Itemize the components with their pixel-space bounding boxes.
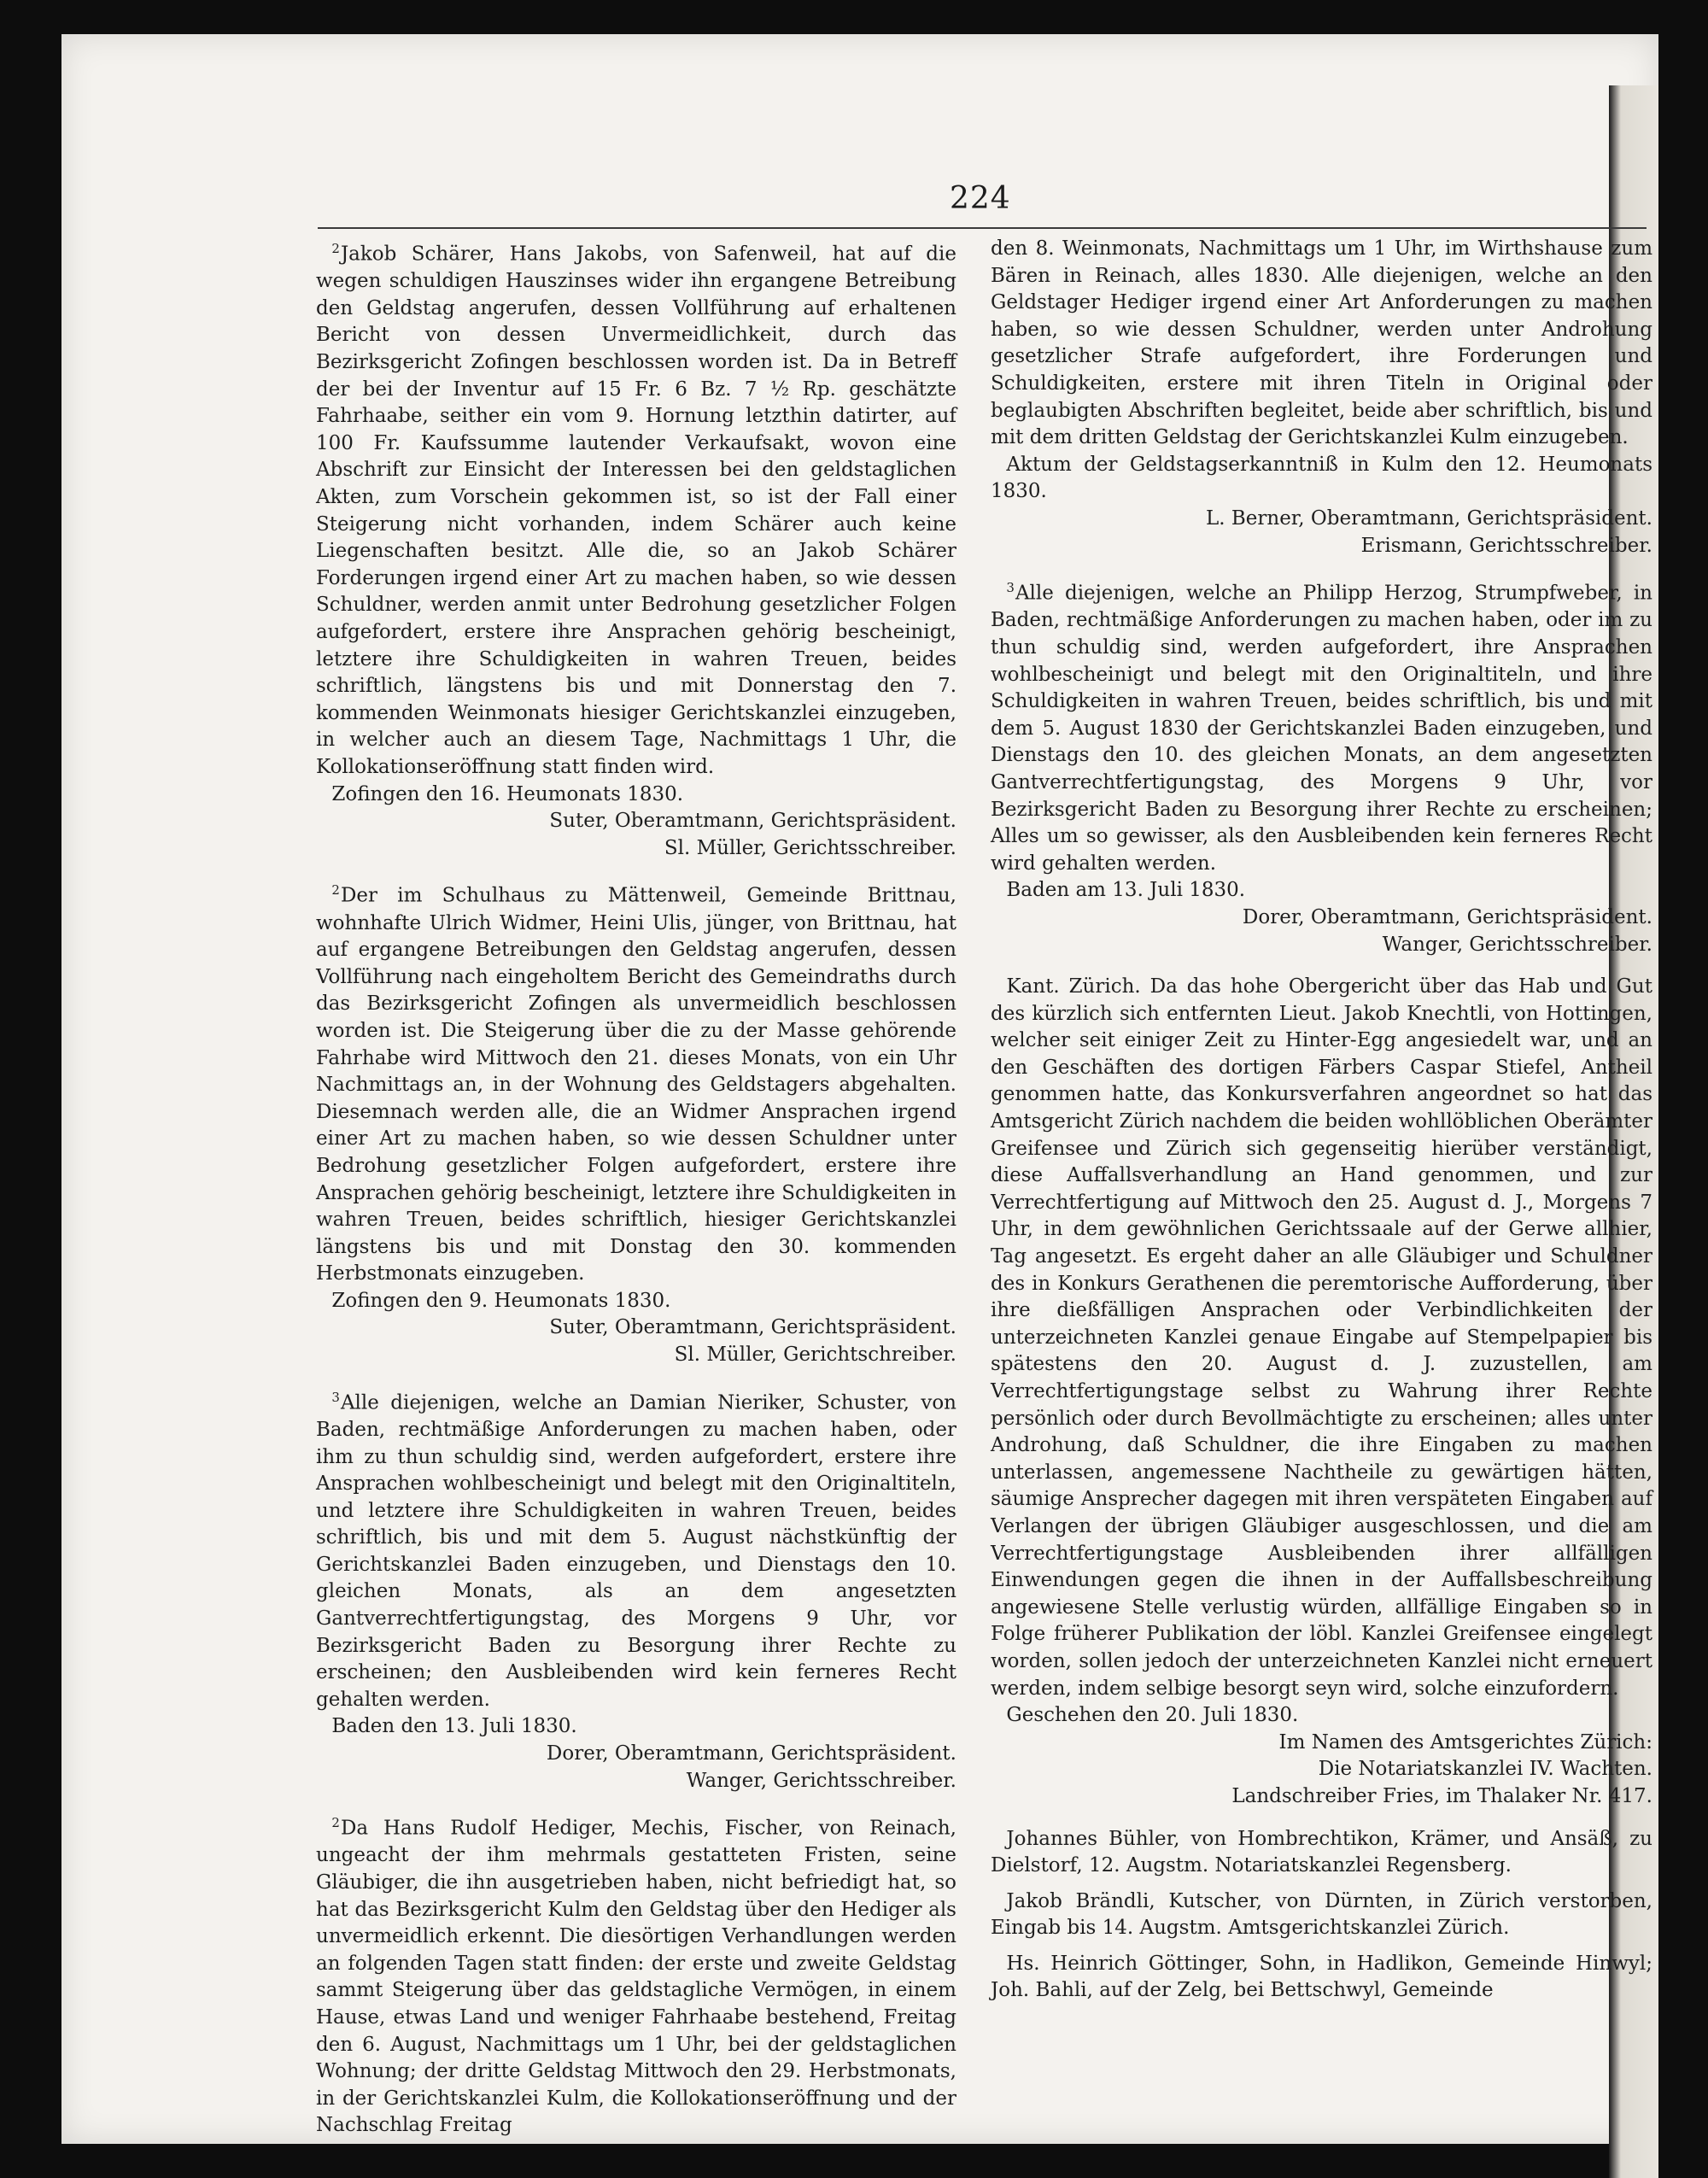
notice-marker: 2 (331, 1815, 340, 1831)
notice-location-date: Geschehen den 20. Juli 1830. (1006, 1704, 1299, 1727)
notice-knechtli-zurich (991, 974, 1652, 1810)
notice-marker: 3 (1006, 580, 1015, 596)
signature-president: Dorer, Oberamtmann, Gerichtspräsident. (546, 1742, 956, 1765)
notice-widmer (316, 877, 956, 1368)
signature-clerk: Sl. Müller, Gerichtsschreiber. (664, 836, 956, 859)
notice-braendli: Jakob Brändli, Kutscher, von Dürnten, in Zürich verstorben, Eingab bis 14. Augstm. Amtsgerichtskanzlei Zürich. (991, 1889, 1652, 1940)
notice-body: den 8. Weinmonats, Nachmittags um 1 Uhr, im Wirthshause zum Bären in Reinach, alles 1830. Alle diejenigen, welche an den Geldstager Hediger irgend einer Art Anforderungen zu machen haben, so wie dessen Schuldner, werden unter Androhung gesetzlicher Strafe aufgefordert, ihre Forderungen und Schuldigkeiten, erstere mit ihren Titeln in Original oder beglaubigten Abschriften begleitet, beide aber schriftlich, bis und mit dem dritten Geldstag der Gerichtskanzlei Kulm einzugeben. (991, 237, 1652, 449)
notice-body: Kant. Zürich. Da das hohe Obergericht über das Hab und Gut des kürzlich sich entfernten Lieut. Jakob Knechtli, von Hottingen, welcher seit einiger Zeit zu Hinter-Egg angesiedelt war, und an den Geschäften des dortigen Färbers Caspar Stiefel, Antheil genommen hatte, das Konkursverfahren angeordnet so hat das Amtsgericht Zürich nachdem die beiden wohllöblichen Oberämter Greifensee und Zürich sich gegenseitig hierüber verständigt, diese Auffallsverhandlung an Hand genommen, und zur Verrechtfertigung auf Mittwoch den 25. August d. J., Morgens 7 Uhr, in dem gewöhnlichen Gerichtssaale auf der Gerwe allhier, Tag angesetzt. Es ergeht daher an alle Gläubiger und Schuldner des in Konkurs Gerathenen die peremtorische Aufforderung, über ihre dießfälligen Ansprachen oder Verbindlichkeiten der unterzeichneten Kanzlei genaue Eingabe auf Stempelpapier bis spätestens den 20. August d. J. zuzustellen, am Verrechtfertigungstage selbst zu Wahrung ihrer Rechte persönlich oder durch Bevollmächtigte zu erscheinen; alles unter Androhung, daß Schuldner, die ihre Eingaben zu machen unterlassen, angemessene Nachtheile zu gewärtigen hätten, säumige Ansprecher dagegen mit ihren verspäteten Eingaben auf Verlangen der übrigen Gläubiger ausgeschlossen, und die am Verrechtfertigungstage Ausbleibenden ihrer allfälligen Einwendungen gegen die ihnen in der Auffallsbeschreibung angewiesene Stelle verlustig würden, allfällige Eingaben so in Folge früherer Publikation der löbl. Kanzlei Greifensee eingelegt worden, sollen jedoch der unterzeichneten Kanzlei nicht erneuert werden, indem selbige besorgt seyn wird, solche einzufordern. (991, 975, 1652, 1700)
right-column (991, 236, 1652, 2013)
notice-location-date: Zofingen den 16. Heumonats 1830. (331, 782, 684, 805)
signature-president: Suter, Oberamtmann, Gerichtspräsident. (549, 1316, 956, 1339)
notice-location-date: Zofingen den 9. Heumonats 1830. (331, 1289, 671, 1312)
notice-marker: 2 (331, 882, 340, 899)
signature-clerk: Sl. Müller, Gerichtschreiber. (674, 1344, 956, 1367)
notice-body: $^2$Da Hans Rudolf Hediger, Mechis, Fischer, von Reinach, ungeacht der ihm mehrmals gestatteten Fristen, seine Gläubiger, die ihn ausgetrieben haben, nicht befriedigt hat, so hat das Bezirksgericht Kulm den Geldstag über den Hediger als unvermeidlich erkennt. Die diesörtigen Verhandlungen werden an folgenden Tagen statt finden: der erste und zweite Geldstag sammt Steigerung über das geldstagliche Vermögen, in einem Hause, etwas Land und weniger Fahrhaabe bestehend, Freitag den 6. August, Nachmittags um 1 Uhr, bei der geldstaglichen Wohnung; der dritte Geldstag Mittwoch den 29. Herbstmonats, in der Gerichtskanzlei Kulm, die Kollokationseröffnung und der Nachschlag Freitag (316, 1815, 956, 2137)
newspaper-page (61, 34, 1658, 2144)
signature-president: Dorer, Oberamtmann, Gerichtspräsident. (1242, 905, 1652, 928)
notice-nieriker (316, 1385, 956, 1795)
signature-chancery: Die Notariatskanzlei IV. Wachten. (1318, 1758, 1652, 1781)
notice-hediger (316, 1810, 956, 2140)
notice-marker: 2 (331, 241, 340, 256)
signature-clerk: Erismann, Gerichtsschreiber. (1360, 534, 1652, 557)
notice-schaerer (316, 236, 956, 862)
notice-buehler: Johannes Bühler, von Hombrechtikon, Krämer, und Ansäß, zu Dielstorf, 12. Augstm. Notariatskanzlei Regensberg. (991, 1827, 1652, 1877)
notice-body: $^2$Jakob Schärer, Hans Jakobs, von Safenweil, hat auf die wegen schuldigen Hauszinses wider ihn ergangene Betreibung den Geldstag angerufen, dessen Vollführung auf erhaltenen Bericht von dessen Unvermeidlichkeit, durch das Bezirksgericht Zofingen beschlossen worden ist. Da in Betreff der bei der Inventur auf 15 Fr. 6 Bz. 7 ½ Rp. geschätzte Fahrhaabe, seither ein vom 9. Hornung letzthin datirter, auf 100 Fr. Kaufssumme lautender Verkaufsakt, wovon eine Abschrift zur Einsicht der Interessen bei den geldstaglichen Akten, zum Vorschein gekommen ist, so ist der Fall einer Steigerung nicht vorhanden, indem Schärer auch keine Liegenschaften besitzt. Alle die, so an Jakob Schärer Forderungen irgend einer Art zu machen haben, so wie dessen Schuldner, werden anmit unter Bedrohung gesetzlicher Folgen aufgefordert, erstere ihre Ansprachen gehörig bescheinigt, letztere ihre Schuldigkeiten in wahren Treuen, beides schriftlich, längstens bis und mit Donnerstag den 7. kommenden Weinmonats hiesiger Gerichtskanzlei einzugeben, in welcher auch an diesem Tage, Nachmittags 1 Uhr, die Kollokationseröffnung statt finden wird. (316, 241, 956, 778)
notice-marker: 3 (331, 1389, 340, 1405)
notice-body: $^2$Der im Schulhaus zu Mättenweil, Gemeinde Brittnau, wohnhafte Ulrich Widmer, Heini Ulis, jünger, von Brittnau, hat auf ergangene Betreibungen den Geldstag angerufen, dessen Vollführung nach eingeholtem Bericht des Gemeindraths durch das Bezirksgericht Zofingen als unvermeidlich beschlossen worden ist. Die Steigerung über die zu der Masse gehörende Fahrhabe wird Mittwoch den 21. dieses Monats, von ein Uhr Nachmittags an, in der Wohnung des Geldstagers abgehalten. Diesemnach werden alle, die an Widmer Ansprachen irgend einer Art zu machen haben, so wie dessen Schuldner unter Bedrohung gesetzlicher Folgen aufgefordert, erstere ihre Ansprachen gehörig bescheinigt, letztere ihre Schuldigkeiten in wahren Treuen, beides schriftlich, hiesiger Gerichtskanzlei längstens bis und mit Donstag den 30. kommenden Herbstmonats einzugeben. (316, 882, 956, 1285)
notice-hediger-continued (991, 236, 1652, 559)
notice-location-date: Baden am 13. Juli 1830. (1006, 879, 1246, 902)
signature-president: L. Berner, Oberamtmann, Gerichtspräsident. (1205, 506, 1652, 530)
signature-clerk: Wanger, Gerichtsschreiber. (686, 1769, 956, 1792)
notice-body: $^3$Alle diejenigen, welche an Philipp Herzog, Strumpfweber, in Baden, rechtmäßige Anforderungen zu machen haben, oder im zu thun schuldig sind, werden aufgefordert, ihre Ansprachen wohlbescheinigt und belegt mit den Originaltiteln, und ihre Schuldigkeiten in wahren Treuen, beides schriftlich, bis und mit dem 5. August 1830 der Gerichtskanzlei Baden einzugeben, und Dienstags den 10. des gleichen Monats, an dem angesetzten Gantverrechtfertigungstag, des Morgens 9 Uhr, vor Bezirksgericht Baden zu Besorgung ihrer Rechte zu erscheinen; Alles um so gewisser, als den Ausbleibenden kein ferneres Recht wird gehalten werden. (991, 580, 1652, 875)
notice-location-date: Baden den 13. Juli 1830. (331, 1715, 577, 1738)
signature-president: Suter, Oberamtmann, Gerichtspräsident. (549, 810, 956, 833)
notice-body: $^3$Alle diejenigen, welche an Damian Nieriker, Schuster, von Baden, rechtmäßige Anforderungen zu machen haben, oder ihm zu thun schuldig sind, werden aufgefordert, erstere ihre Ansprachen wohlbescheinigt und belegt mit den Originaltiteln, und letztere ihre Schuldigkeiten in wahren Treuen, beides schriftlich, bis und mit dem 5. August nächstkünftig der Gerichtskanzlei Baden einzugeben, und Dienstags den 10. gleichen Monats, als an dem angesetzten Gantverrechtfertigungstag, des Morgens 9 Uhr, vor Bezirksgericht Baden zu Besorgung ihrer Rechte zu erscheinen; den Ausbleibenden wird kein ferneres Recht gehalten werden. (316, 1389, 956, 1711)
signature-court: Im Namen des Amtsgerichtes Zürich: (1278, 1730, 1652, 1754)
notice-herzog (991, 575, 1652, 958)
signature-clerk: Wanger, Gerichtsschreiber. (1382, 933, 1652, 956)
signature-clerk: Landschreiber Fries, im Thalaker Nr. 417. (1231, 1784, 1652, 1807)
notice-location-date: Aktum der Geldstagserkanntniß in Kulm den 12. Heumonats 1830. (991, 453, 1652, 503)
page-number: 224 (950, 181, 1011, 216)
notice-goettinger: Hs. Heinrich Göttinger, Sohn, in Hadlikon, Gemeinde Hinwyl; Joh. Bahli, auf der Zelg, bei Bettschwyl, Gemeinde (991, 1952, 1652, 2002)
left-column (316, 236, 956, 2155)
header-rule (318, 227, 1647, 229)
